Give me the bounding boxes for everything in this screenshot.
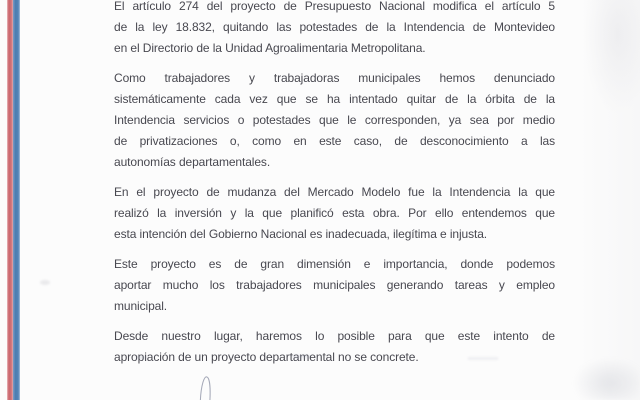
text-line: Intendencia servicios o potestades que le corresponden, ya sea por medio — [114, 113, 555, 127]
text-line: Este proyecto es de gran dimensión e importancia, donde podemos — [114, 257, 555, 271]
text-line: El artículo 274 del proyecto de Presupuesto Nacional modifica el artículo 5 — [114, 0, 555, 13]
text-line: En el proyecto de mudanza del Mercado Modelo fue la Intendencia la que — [114, 185, 555, 199]
text-line: de la ley 18.832, quitando las potestades de la Intendencia de Montevideo — [114, 20, 555, 34]
scan-artifact — [583, 0, 640, 115]
scan-artifact — [573, 358, 640, 400]
text-line: de privatizaciones o, como en este caso, de desconocimiento a las — [114, 134, 555, 148]
scan-artifact — [576, 0, 640, 400]
text-line: municipal. — [114, 299, 168, 313]
scan-artifact — [40, 280, 50, 285]
text-line: sistemáticamente cada vez que se ha intentado quitar de la órbita de la — [114, 92, 555, 106]
text-line: esta intención del Gobierno Nacional es inadecuada, ilegítima e injusta. — [114, 227, 488, 241]
paragraph-1 — [114, 0, 555, 59]
text-line: aportar mucho los trabajadores municipales generando tareas y empleo — [114, 278, 555, 292]
text-line: en el Directorio de la Unidad Agroalimentaria Metropolitana. — [114, 41, 426, 55]
paragraph-3 — [114, 182, 555, 245]
letter-body — [114, 0, 555, 377]
text-line: Como trabajadores y trabajadoras municipales hemos denunciado — [114, 71, 555, 85]
text-line: Desde nuestro lugar, haremos lo posible para que este intento de — [114, 329, 555, 343]
paragraph-2 — [114, 68, 555, 173]
paragraph-5 — [114, 326, 555, 368]
text-line: realizó la inversión y la que planificó esta obra. Por ello entendemos que — [114, 206, 555, 220]
handwritten-pen-stroke-icon — [193, 375, 221, 400]
signature-stroke — [193, 375, 221, 400]
left-border-blue-stripe — [13, 0, 20, 400]
text-line: apropiación de un proyecto departamental no se concrete. — [114, 350, 419, 364]
paragraph-4 — [114, 254, 555, 317]
text-line: autonomías departamentales. — [114, 155, 271, 169]
